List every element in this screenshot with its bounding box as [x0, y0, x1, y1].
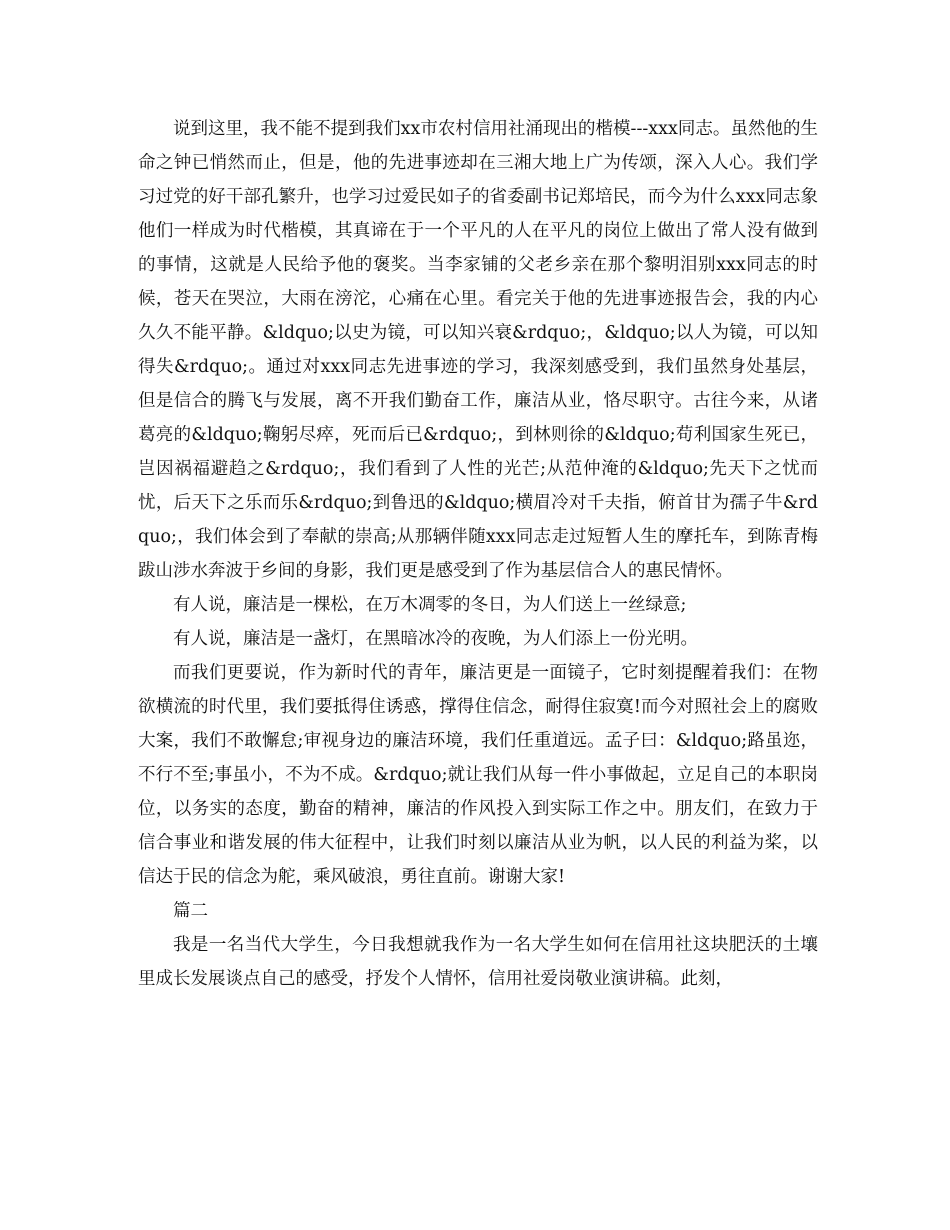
paragraph-5: 我是一名当代大学生，今日我想就我作为一名大学生如何在信用社这块肥沃的土壤里成长发展谈点自己的感受，抒发个人情怀，信用社爱岗敬业演讲稿。此刻，	[138, 935, 818, 989]
paragraph-3: 有人说，廉洁是一盏灯，在黑暗冰冷的夜晚，为人们添上一份光明。	[173, 629, 698, 649]
paragraph-4: 而我们更要说，作为新时代的青年，廉洁更是一面镜子，它时刻提醒着我们：在物欲横流的时代里，我们要抵得住诱惑，撑得住信念，耐得住寂寞!而今对照社会上的腐败大案，我们不敢懈怠;审视身边的廉洁环境，我们任重道远。孟子曰：&ldquo;路虽迩，不行不至;事虽小，不为不成。&rdquo;就让我们从每一件小事做起，立足自己的本职岗位，以务实的态度，勤奋的精神，廉洁的作风投入到实际工作之中。朋友们，在致力于信合事业和谐发展的伟大征程中，让我们时刻以廉洁从业为帆，以人民的利益为桨，以信达于民的信念为舵，乘风破浪，勇往直前。谢谢大家!	[138, 663, 818, 887]
paragraph-2: 有人说，廉洁是一棵松，在万木凋零的冬日，为人们送上一丝绿意;	[173, 595, 687, 615]
section-heading: 篇二	[173, 901, 208, 921]
document-body	[138, 112, 818, 996]
paragraph-1: 说到这里，我不能不提到我们xx市农村信用社涌现出的楷模---xxx同志。虽然他的生命之钟已悄然而止，但是，他的先进事迹却在三湘大地上广为传颂，深入人心。我们学习过党的好干部孔繁升，也学习过爱民如子的省委副书记郑培民，而今为什么xxx同志象他们一样成为时代楷模，其真谛在于一个平凡的人在平凡的岗位上做出了常人没有做到的事情，这就是人民给予他的褒奖。当李家铺的父老乡亲在那个黎明泪别xxx同志的时候，苍天在哭泣，大雨在滂沱，心痛在心里。看完关于他的先进事迹报告会，我的内心久久不能平静。&ldquo;以史为镜，可以知兴衰&rdquo;，&ldquo;以人为镜，可以知得失&rdquo;。通过对xxx同志先进事迹的学习，我深刻感受到，我们虽然身处基层，但是信合的腾飞与发展，离不开我们勤奋工作，廉洁从业，恪尽职守。古往今来，从诸葛亮的&ldquo;鞠躬尽瘁，死而后已&rdquo;，到林则徐的&ldquo;苟利国家生死已，岂因祸福避趋之&rdquo;，我们看到了人性的光芒;从范仲淹的&ldquo;先天下之忧而忧，后天下之乐而乐&rdquo;到鲁迅的&ldquo;横眉冷对千夫指，俯首甘为孺子牛&rdquo;，我们体会到了奉献的崇高;从那辆伴随xxx同志走过短暂人生的摩托车，到陈青梅跋山涉水奔波于乡间的身影，我们更是感受到了作为基层信合人的惠民情怀。	[138, 119, 818, 581]
